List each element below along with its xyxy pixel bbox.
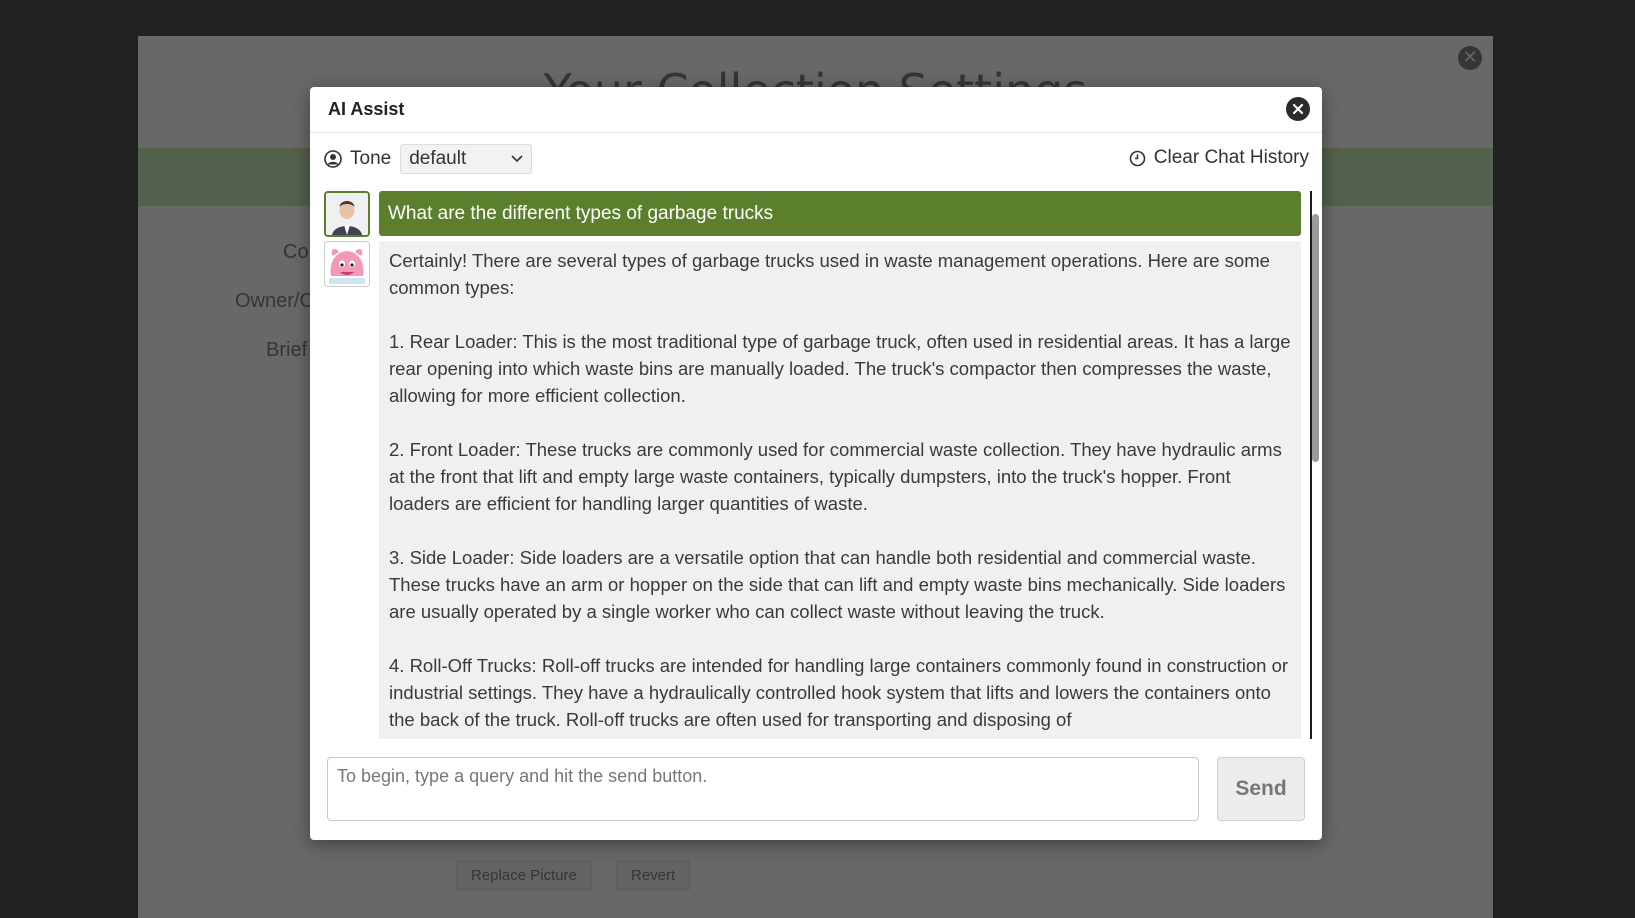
bot-paragraph: 4. Roll-Off Trucks: Roll-off trucks are intended for handling large containers commonly found in construction or industrial settings. They have a hydraulically controlled hook system that lifts and lowers the containers onto the back of the truck. Roll-off trucks are often used for transporting and disposing of <box>389 655 1289 730</box>
query-input[interactable]: To begin, type a query and hit the send button. <box>327 757 1199 821</box>
bot-paragraph: 1. Rear Loader: This is the most traditional type of garbage truck, often used in residential areas. It has a large rear opening into which waste bins are manually loaded. The truck's compactor then compresses the waste, allowing for more efficient collection. <box>389 331 1291 406</box>
bot-paragraph: 3. Side Loader: Side loaders are a versatile option that can handle both residential and commercial waste. These trucks have an arm or hopper on the side that can lift and empty waste bins mechanically. Side loaders are usually operated by a single worker who can collect waste without leaving the truck. <box>389 547 1286 622</box>
user-circle-icon <box>324 150 342 168</box>
bot-message <box>379 241 1301 739</box>
send-button[interactable]: Send <box>1217 757 1305 821</box>
tone-label: Tone <box>350 148 392 169</box>
dialog-header <box>310 87 1322 133</box>
user-message: What are the different types of garbage trucks <box>379 191 1301 236</box>
chevron-down-icon <box>511 155 523 163</box>
clear-chat-history-label: Clear Chat History <box>1153 147 1309 168</box>
dialog-toolbar <box>310 133 1322 185</box>
bot-paragraph: 2. Front Loader: These trucks are commonly used for commercial waste collection. They have hydraulic arms at the front that lift and empty large waste containers, typically dumpsters, into the truck's hopper. Front loaders are efficient for handling larger quantities of waste. <box>389 439 1282 514</box>
dialog-title: AI Assist <box>328 99 405 119</box>
chat-scrollbar-thumb[interactable] <box>1312 214 1319 462</box>
tone-select[interactable] <box>400 144 532 174</box>
close-icon[interactable] <box>1286 97 1310 121</box>
clear-chat-history-button[interactable] <box>1129 147 1309 169</box>
ai-assist-dialog <box>310 87 1322 840</box>
bot-paragraph: Certainly! There are several types of garbage trucks used in waste management operations. Here are some common types: <box>389 250 1270 298</box>
chat-history[interactable] <box>324 191 1317 739</box>
clock-icon <box>1129 150 1146 167</box>
bot-message-row <box>324 241 1317 739</box>
user-message-row <box>324 191 1317 237</box>
bot-avatar <box>324 241 370 287</box>
user-avatar <box>324 191 370 237</box>
tone-select-value: default <box>409 148 467 169</box>
